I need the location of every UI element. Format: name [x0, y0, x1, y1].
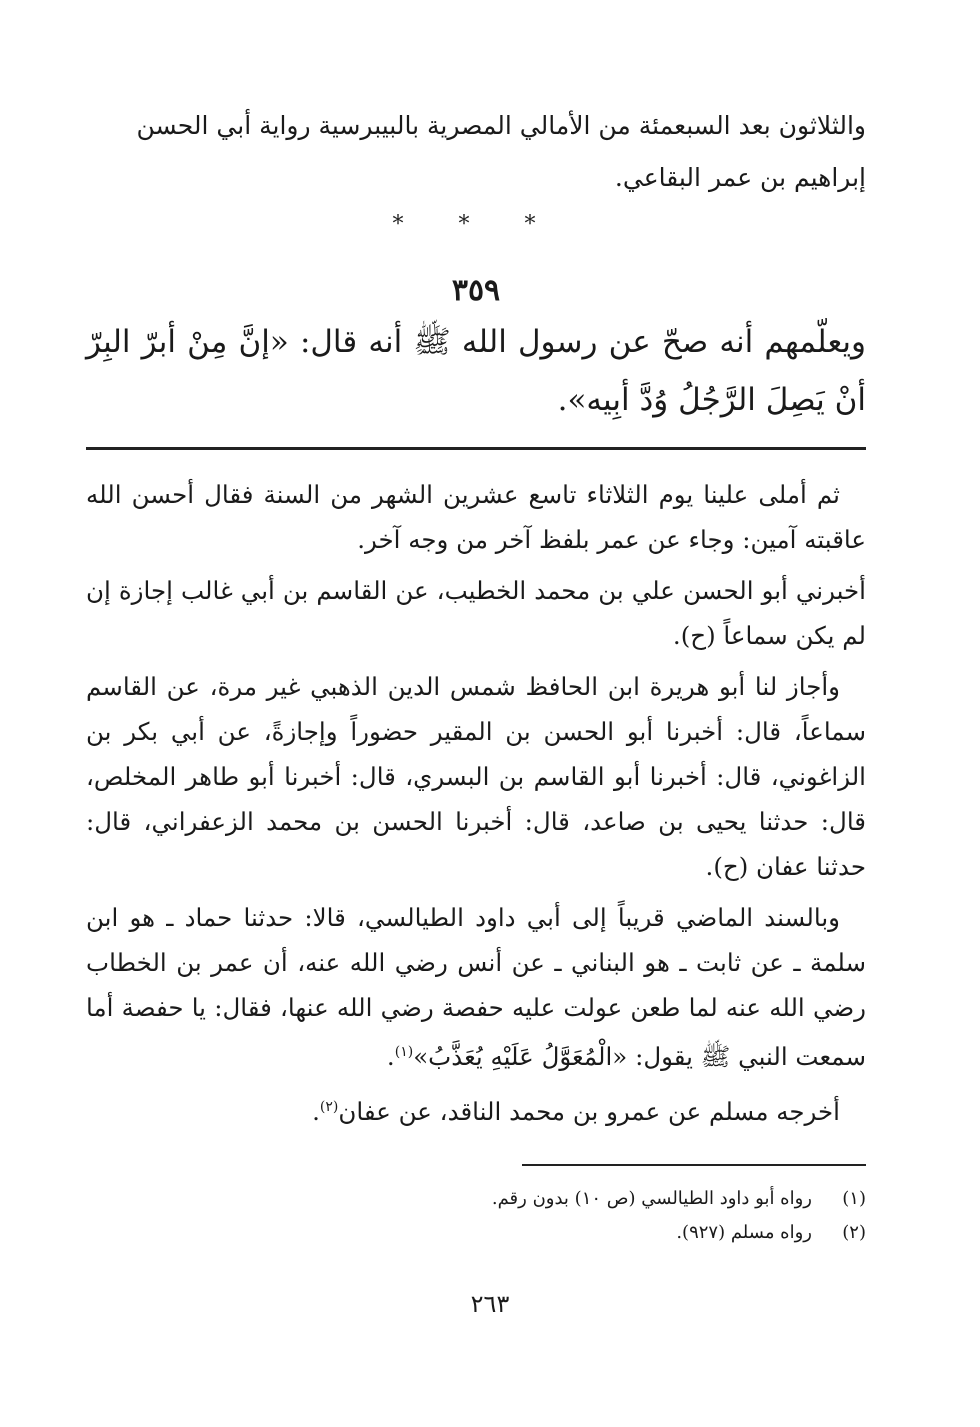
commentary	[86, 472, 866, 1134]
footnote-number: (٢)	[842, 1222, 866, 1244]
body-paragraph-text: أخرجه مسلم عن عمرو بن محمد الناقد، عن عفان	[338, 1097, 840, 1127]
entry-number: ٣٥٩	[451, 273, 501, 308]
top-paragraph	[86, 100, 866, 204]
body-paragraph: وأجاز لنا أبو هريرة ابن الحافظ شمس الدين الذهبي غير مرة، عن القاسم سماعاً، قال: أخبرنا أبو الحسن بن المقير حضوراً وإجازةً، عن أبي بكر بن الزاغوني، قال: أخبرنا أبو القاسم بن البسري، قال: أخبرنا أبو طاهر المخلص، قال: حدثنا يحيى بن صاعد، قال: أخبرنا الحسن بن محمد الزعفراني، قال: حدثنا عفان (ح).	[86, 672, 866, 881]
hadith-text: ويعلّمهم أنه صحّ عن رسول الله ﷺ أنه قال: «إنَّ مِنْ أبرّ البِرّ أنْ يَصِلَ الرَّجُلُ وُدَّ أبِيه».	[86, 324, 866, 418]
section-separator: * * *	[392, 212, 560, 237]
footnote-text: رواه أبو داود الطيالسي (ص ١٠) بدون رقم.	[491, 1188, 812, 1210]
body-paragraph: ثم أملى علينا يوم الثلاثاء تاسع عشرين الشهر من السنة فقال أحسن الله عاقبته آمين: وجاء عن عمر بلفظ آخر من وجه آخر.	[86, 480, 866, 554]
footnote-ref-1: (١)	[394, 1044, 414, 1060]
footnote-text: رواه مسلم (٩٢٧).	[676, 1222, 812, 1244]
top-paragraph-line-1: والثلاثون بعد السبعمئة من الأمالي المصرية بالبيبرسية رواية أبي الحسن	[136, 111, 866, 140]
divider-line	[86, 447, 866, 450]
footnote-divider	[522, 1164, 866, 1166]
footnote-ref-2: (٢)	[319, 1099, 339, 1116]
footnote-number: (١)	[842, 1188, 866, 1210]
body-paragraph: وبالسند الماضي قريباً إلى أبي داود الطيالسي، قالا: حدثنا حماد ـ هو ابن سلمة ـ عن ثابت ـ هو البناني ـ عن أنس رضي الله عنه، أن عمر بن الخطاب رضي الله عنه لما طعن عولت عليه حفصة رضي الله عنها، فقال: يا حفصة أما سمعت النبي ﷺ يقول: «الْمُعَوَّلُ عَلَيْهِ يُعَذَّبُ»$^{(١)}$.	[86, 903, 866, 1072]
body-paragraph: أخرجه مسلم عن عمرو بن محمد الناقد، عن عفان$^{(٢)}$.	[312, 1097, 840, 1127]
body-paragraph-text: وبالسند الماضي قريباً إلى أبي داود الطيالسي، قالا: حدثنا حماد ـ هو ابن سلمة ـ عن ثابت ـ هو البناني ـ عن أنس رضي الله عنه، أن عمر بن الخطاب رضي الله عنه لما طعن عولت عليه حفصة رضي الله عنها، فقال: يا حفصة أما سمعت النبي ﷺ يقول: «الْمُعَوَّلُ عَلَيْهِ يُعَذَّبُ»	[86, 903, 866, 1072]
page-number: ٢٦٣	[470, 1290, 510, 1318]
body-paragraph: أخبرني أبو الحسن علي بن محمد الخطيب، عن القاسم بن أبي غالب إجازة إن لم يكن سماعاً (ح).	[86, 576, 866, 650]
footnote	[86, 1182, 866, 1216]
page-content	[86, 100, 866, 1400]
top-paragraph-line-2: إبراهيم بن عمر البقاعي.	[614, 163, 866, 192]
footnote	[86, 1216, 866, 1250]
